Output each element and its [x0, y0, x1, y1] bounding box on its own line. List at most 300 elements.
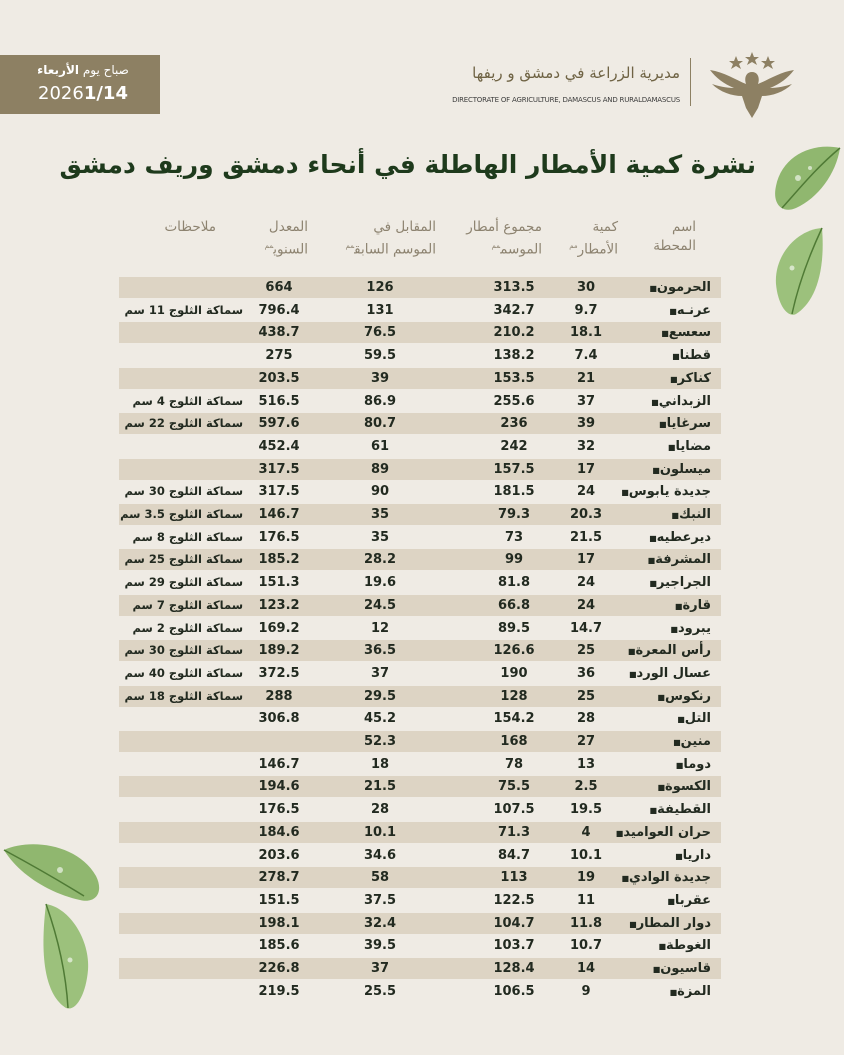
station-name: [611, 300, 721, 321]
station-label: التل: [684, 711, 711, 726]
notes-cell: [119, 867, 243, 888]
season-total-cell: 126.6: [493, 643, 535, 658]
square-bullet-icon: ■: [657, 783, 666, 792]
annual-average-cell: 317.5: [258, 462, 300, 477]
col-header-previous-line1: المقابل في: [373, 219, 436, 235]
amount-cell: 18.1: [569, 325, 603, 340]
station-name: [611, 981, 721, 1002]
annual-average-cell: 176.5: [258, 530, 300, 545]
annual-average-cell: 278.7: [258, 870, 300, 885]
previous-season-cell: 37: [370, 961, 390, 976]
station-name: [611, 776, 721, 797]
previous-season-cell: 28.2: [363, 552, 397, 567]
season-total-cell: 342.7: [493, 303, 535, 318]
table-row: [119, 754, 721, 775]
annual-average-cell: 151.3: [258, 575, 300, 590]
station-label: منين: [680, 734, 711, 749]
notes-cell: سماكة الثلوج 8 سم: [132, 530, 243, 544]
amount-cell: 9.7: [574, 303, 598, 318]
previous-season-cell: 34.6: [363, 848, 397, 863]
table-row: [119, 572, 721, 593]
square-bullet-icon: ■: [669, 988, 678, 997]
annual-average-cell: 194.6: [258, 779, 300, 794]
table-row: [119, 481, 721, 502]
amount-cell: 7.4: [574, 348, 598, 363]
col-header-season-total-line2: الموسم: [500, 241, 542, 258]
season-total-cell: 99: [504, 552, 524, 567]
station-label: قطنا: [679, 348, 711, 363]
station-name: [611, 277, 721, 298]
table-row: [119, 277, 721, 298]
col-header-annual-avg-line2: السنوي: [273, 241, 308, 258]
square-bullet-icon: ■: [658, 942, 667, 951]
station-label: عقربا: [674, 893, 711, 908]
annual-average-cell: 198.1: [258, 916, 300, 931]
season-total-cell: 89.5: [497, 621, 531, 636]
amount-cell: 11.8: [569, 916, 603, 931]
notes-cell: [119, 913, 243, 934]
previous-season-cell: 126: [366, 280, 394, 295]
notes-cell: سماكة الثلوج 30 سم: [124, 643, 243, 657]
date-day: 1/14: [83, 83, 128, 104]
header-divider: [690, 58, 691, 106]
amount-cell: 13: [576, 757, 596, 772]
station-name: [611, 799, 721, 820]
table-row: [119, 322, 721, 343]
previous-season-cell: 12: [370, 621, 390, 636]
table-row: [119, 845, 721, 866]
table-row: [119, 708, 721, 729]
amount-cell: 17: [576, 552, 596, 567]
previous-season-cell: 18: [370, 757, 390, 772]
season-total-cell: 154.2: [493, 711, 535, 726]
notes-cell: سماكة الثلوج 11 سم: [124, 303, 243, 317]
notes-cell: [119, 322, 243, 343]
station-label: مضايا: [675, 439, 711, 454]
annual-average-cell: 185.2: [258, 552, 300, 567]
square-bullet-icon: ■: [675, 852, 683, 861]
previous-season-cell: 35: [370, 507, 390, 522]
square-bullet-icon: ■: [628, 670, 637, 679]
table-row: [119, 391, 721, 412]
col-header-annual-avg: [265, 218, 308, 260]
station-label: سعسع: [668, 325, 711, 340]
square-bullet-icon: ■: [671, 511, 679, 520]
annual-average-cell: 317.5: [258, 484, 300, 499]
notes-cell: سماكة الثلوج 18 سم: [124, 689, 243, 703]
season-total-cell: 81.8: [497, 575, 531, 590]
square-bullet-icon: ■: [652, 466, 660, 475]
leaf-icon: [0, 830, 110, 1020]
station-name: [611, 572, 721, 593]
notes-cell: سماكة الثلوج 7 سم: [132, 598, 243, 612]
annual-average-cell: 275: [265, 348, 293, 363]
amount-cell: 24: [576, 484, 596, 499]
col-header-amount-unit: مم: [569, 242, 578, 250]
previous-season-cell: 39.5: [363, 938, 397, 953]
season-total-cell: 210.2: [493, 325, 535, 340]
amount-cell: 4: [581, 825, 591, 840]
table-row: [119, 640, 721, 661]
square-bullet-icon: ■: [670, 375, 678, 384]
eagle-emblem-icon: [706, 50, 798, 120]
amount-cell: 10.1: [569, 848, 603, 863]
station-label: الكسوة: [665, 779, 711, 794]
previous-season-cell: 52.3: [363, 734, 397, 749]
station-name: [611, 368, 721, 389]
col-header-amount-line1: كمية: [592, 219, 618, 235]
season-total-cell: 236: [500, 416, 528, 431]
season-total-cell: 181.5: [493, 484, 535, 499]
square-bullet-icon: ■: [659, 420, 667, 429]
table-row: [119, 618, 721, 639]
amount-cell: 27: [576, 734, 596, 749]
table-row: [119, 368, 721, 389]
station-name: [611, 754, 721, 775]
col-header-annual-avg-unit: مم: [264, 242, 274, 250]
notes-cell: سماكة الثلوج 3.5 سم: [120, 507, 243, 521]
station-label: رنكوس: [664, 689, 711, 704]
station-label: جديدة يابوس: [628, 484, 711, 499]
table-row: [119, 504, 721, 525]
annual-average-cell: 306.8: [258, 711, 300, 726]
annual-average-cell: 146.7: [258, 757, 300, 772]
station-name: [611, 935, 721, 956]
season-total-cell: 128.4: [493, 961, 535, 976]
square-bullet-icon: ■: [621, 874, 629, 883]
previous-season-cell: 45.2: [363, 711, 397, 726]
station-label: المشرفة: [655, 552, 711, 567]
date-weekday: الأربعاء: [37, 63, 80, 77]
station-name: [611, 345, 721, 366]
previous-season-cell: 37: [370, 666, 390, 681]
table-row: [119, 958, 721, 979]
station-label: النبك: [678, 507, 711, 522]
season-total-cell: 157.5: [493, 462, 535, 477]
square-bullet-icon: ■: [677, 715, 685, 724]
org-name-ar: مديرية الزراعة في دمشق و ريفها: [472, 64, 680, 82]
station-label: الحرمون: [656, 280, 711, 295]
station-label: رأس المعرة: [635, 643, 711, 658]
col-header-station-text: اسم المحطة: [653, 219, 696, 254]
station-label: الزبداني: [658, 394, 711, 409]
season-total-cell: 313.5: [493, 280, 535, 295]
annual-average-cell: 169.2: [258, 621, 300, 636]
table-row: [119, 436, 721, 457]
col-header-season-total: [466, 218, 542, 260]
table-row: [119, 300, 721, 321]
season-total-cell: 73: [504, 530, 524, 545]
previous-season-cell: 36.5: [363, 643, 397, 658]
station-name: [611, 958, 721, 979]
previous-season-cell: 59.5: [363, 348, 397, 363]
notes-cell: سماكة الثلوج 30 سم: [124, 484, 243, 498]
annual-average-cell: 184.6: [258, 825, 300, 840]
annual-average-cell: 203.5: [258, 371, 300, 386]
annual-average-cell: 219.5: [258, 984, 300, 999]
table-row: [119, 981, 721, 1002]
annual-average-cell: [239, 731, 319, 752]
col-header-previous: [345, 218, 436, 260]
station-name: [611, 890, 721, 911]
square-bullet-icon: ■: [674, 602, 683, 611]
date-box: [0, 55, 160, 114]
previous-season-cell: 58: [370, 870, 390, 885]
station-label: كناكر: [677, 371, 711, 386]
season-total-cell: 113: [500, 870, 528, 885]
amount-cell: 25: [576, 689, 596, 704]
notes-cell: [119, 935, 243, 956]
amount-cell: 11: [576, 893, 596, 908]
notes-cell: سماكة الثلوج 25 سم: [124, 552, 243, 566]
annual-average-cell: 185.6: [258, 938, 300, 953]
annual-average-cell: 372.5: [258, 666, 300, 681]
station-name: [611, 822, 721, 843]
table-row: [119, 345, 721, 366]
square-bullet-icon: ■: [615, 829, 624, 838]
station-name: [611, 663, 721, 684]
station-name: [611, 867, 721, 888]
leaf-icon: [752, 138, 844, 328]
station-name: [611, 618, 721, 639]
season-total-cell: 78: [504, 757, 524, 772]
col-header-season-total-unit: مم: [491, 242, 501, 250]
annual-average-cell: 664: [265, 280, 293, 295]
previous-season-cell: 37.5: [363, 893, 397, 908]
season-total-cell: 66.8: [497, 598, 531, 613]
col-header-annual-avg-line1: المعدل: [268, 219, 308, 235]
notes-cell: [119, 345, 243, 366]
notes-cell: سماكة الثلوج 4 سم: [132, 394, 243, 408]
season-total-cell: 103.7: [493, 938, 535, 953]
notes-cell: [119, 731, 243, 752]
season-total-cell: 168: [500, 734, 528, 749]
notes-cell: [119, 708, 243, 729]
season-total-cell: 75.5: [497, 779, 531, 794]
amount-cell: 24: [576, 598, 596, 613]
square-bullet-icon: ■: [649, 806, 658, 815]
station-name: [611, 549, 721, 570]
station-name: [611, 504, 721, 525]
notes-cell: [119, 368, 243, 389]
amount-cell: 24: [576, 575, 596, 590]
page-title: نشرة كمية الأمطار الهاطلة في أنحاء دمشق وريف دمشق: [59, 150, 756, 179]
annual-average-cell: 226.8: [258, 961, 300, 976]
previous-season-cell: 19.6: [363, 575, 397, 590]
previous-season-cell: 86.9: [363, 394, 397, 409]
annual-average-cell: 146.7: [258, 507, 300, 522]
amount-cell: 21.5: [569, 530, 603, 545]
station-label: حران العواميد: [623, 825, 711, 840]
station-name: [611, 731, 721, 752]
annual-average-cell: 176.5: [258, 802, 300, 817]
amount-cell: 37: [576, 394, 596, 409]
annual-average-cell: 516.5: [258, 394, 300, 409]
station-name: [611, 322, 721, 343]
station-label: جديدة الوادي: [629, 870, 711, 885]
col-header-amount: [569, 218, 618, 260]
col-header-amount-line2: الأمطار: [577, 241, 618, 258]
station-label: يبرود: [677, 621, 711, 636]
square-bullet-icon: ■: [667, 897, 675, 906]
amount-cell: 20.3: [569, 507, 603, 522]
station-label: القطيفة: [657, 802, 711, 817]
annual-average-cell: 203.6: [258, 848, 300, 863]
season-total-cell: 104.7: [493, 916, 535, 931]
station-name: [611, 913, 721, 934]
notes-cell: [119, 822, 243, 843]
square-bullet-icon: ■: [667, 443, 676, 452]
table-row: [119, 776, 721, 797]
square-bullet-icon: ■: [670, 625, 678, 634]
table-row: [119, 913, 721, 934]
table-row: [119, 799, 721, 820]
notes-cell: [119, 958, 243, 979]
square-bullet-icon: ■: [669, 307, 677, 316]
col-header-notes: [164, 218, 216, 237]
station-label: قارة: [682, 598, 711, 613]
season-total-cell: 190: [500, 666, 528, 681]
notes-cell: سماكة الثلوج 2 سم: [132, 621, 243, 635]
previous-season-cell: 24.5: [363, 598, 397, 613]
notes-cell: [119, 754, 243, 775]
col-header-season-total-line1: مجموع أمطار: [466, 219, 542, 235]
amount-cell: 2.5: [574, 779, 598, 794]
amount-cell: 10.7: [569, 938, 603, 953]
previous-season-cell: 90: [370, 484, 390, 499]
previous-season-cell: 28: [370, 802, 390, 817]
amount-cell: 19: [576, 870, 596, 885]
station-name: [611, 527, 721, 548]
station-name: [611, 686, 721, 707]
previous-season-cell: 29.5: [363, 689, 397, 704]
season-total-cell: 122.5: [493, 893, 535, 908]
date-year: 2026: [38, 83, 84, 104]
annual-average-cell: 189.2: [258, 643, 300, 658]
square-bullet-icon: ■: [652, 965, 661, 974]
season-total-cell: 106.5: [493, 984, 535, 999]
previous-season-cell: 21.5: [363, 779, 397, 794]
table-row: [119, 549, 721, 570]
table-row: [119, 459, 721, 480]
station-label: المزة: [677, 984, 711, 999]
square-bullet-icon: ■: [647, 556, 656, 565]
season-total-cell: 138.2: [493, 348, 535, 363]
previous-season-cell: 76.5: [363, 325, 397, 340]
square-bullet-icon: ■: [649, 579, 657, 588]
previous-season-cell: 25.5: [363, 984, 397, 999]
annual-average-cell: 123.2: [258, 598, 300, 613]
previous-season-cell: 35: [370, 530, 390, 545]
square-bullet-icon: ■: [673, 738, 681, 747]
station-name: [611, 481, 721, 502]
table-row: [119, 731, 721, 752]
previous-season-cell: 39: [370, 371, 390, 386]
square-bullet-icon: ■: [649, 534, 657, 543]
amount-cell: 17: [576, 462, 596, 477]
previous-season-cell: 80.7: [363, 416, 397, 431]
station-name: [611, 391, 721, 412]
station-label: داريا: [682, 848, 711, 863]
table-row: [119, 890, 721, 911]
annual-average-cell: 151.5: [258, 893, 300, 908]
season-total-cell: 107.5: [493, 802, 535, 817]
notes-cell: [119, 890, 243, 911]
amount-cell: 9: [581, 984, 591, 999]
previous-season-cell: 61: [370, 439, 390, 454]
notes-cell: [119, 799, 243, 820]
notes-cell: [119, 776, 243, 797]
table-row: [119, 935, 721, 956]
amount-cell: 32: [576, 439, 596, 454]
station-label: عسال الورد: [636, 666, 711, 681]
col-header-previous-unit: مم: [345, 242, 355, 250]
notes-cell: سماكة الثلوج 40 سم: [124, 666, 243, 680]
station-label: عرنـه: [676, 303, 711, 318]
station-name: [611, 595, 721, 616]
date-label-prefix: صباح يوم: [82, 63, 129, 77]
notes-cell: [119, 459, 243, 480]
station-name: [611, 459, 721, 480]
square-bullet-icon: ■: [651, 398, 659, 407]
square-bullet-icon: ■: [627, 647, 636, 656]
station-label: دوار المطار: [636, 916, 711, 931]
date-value: [12, 83, 154, 104]
amount-cell: 14.7: [569, 621, 603, 636]
amount-cell: 30: [576, 280, 596, 295]
station-name: [611, 436, 721, 457]
notes-cell: [119, 277, 243, 298]
table-row: [119, 595, 721, 616]
station-name: [611, 413, 721, 434]
station-name: [611, 845, 721, 866]
col-header-previous-line2: الموسم السابق: [354, 241, 436, 258]
annual-average-cell: 796.4: [258, 303, 300, 318]
season-total-cell: 153.5: [493, 371, 535, 386]
org-name-en: DIRECTORATE OF AGRICULTURE, DAMASCUS AND RURALDAMASCUS: [452, 96, 680, 104]
annual-average-cell: 438.7: [258, 325, 300, 340]
table-row: [119, 663, 721, 684]
square-bullet-icon: ■: [629, 920, 637, 929]
season-total-cell: 242: [500, 439, 528, 454]
station-name: [611, 640, 721, 661]
season-total-cell: 84.7: [497, 848, 531, 863]
annual-average-cell: 597.6: [258, 416, 300, 431]
station-label: الغوطة: [666, 938, 711, 953]
square-bullet-icon: ■: [657, 693, 665, 702]
notes-cell: [119, 845, 243, 866]
square-bullet-icon: ■: [675, 761, 684, 770]
amount-cell: 21: [576, 371, 596, 386]
season-total-cell: 71.3: [497, 825, 531, 840]
season-total-cell: 79.3: [497, 507, 531, 522]
date-label: [12, 63, 154, 77]
square-bullet-icon: ■: [649, 284, 657, 293]
station-label: الجراجير: [656, 575, 711, 590]
notes-cell: [119, 436, 243, 457]
col-header-notes-text: ملاحظات: [164, 219, 216, 235]
station-name: [611, 708, 721, 729]
station-label: سرغايا: [666, 416, 711, 431]
notes-cell: [119, 981, 243, 1002]
amount-cell: 36: [576, 666, 596, 681]
amount-cell: 14: [576, 961, 596, 976]
amount-cell: 19.5: [569, 802, 603, 817]
notes-cell: سماكة الثلوج 22 سم: [124, 416, 243, 430]
annual-average-cell: 452.4: [258, 439, 300, 454]
square-bullet-icon: ■: [661, 329, 669, 338]
table-row: [119, 822, 721, 843]
